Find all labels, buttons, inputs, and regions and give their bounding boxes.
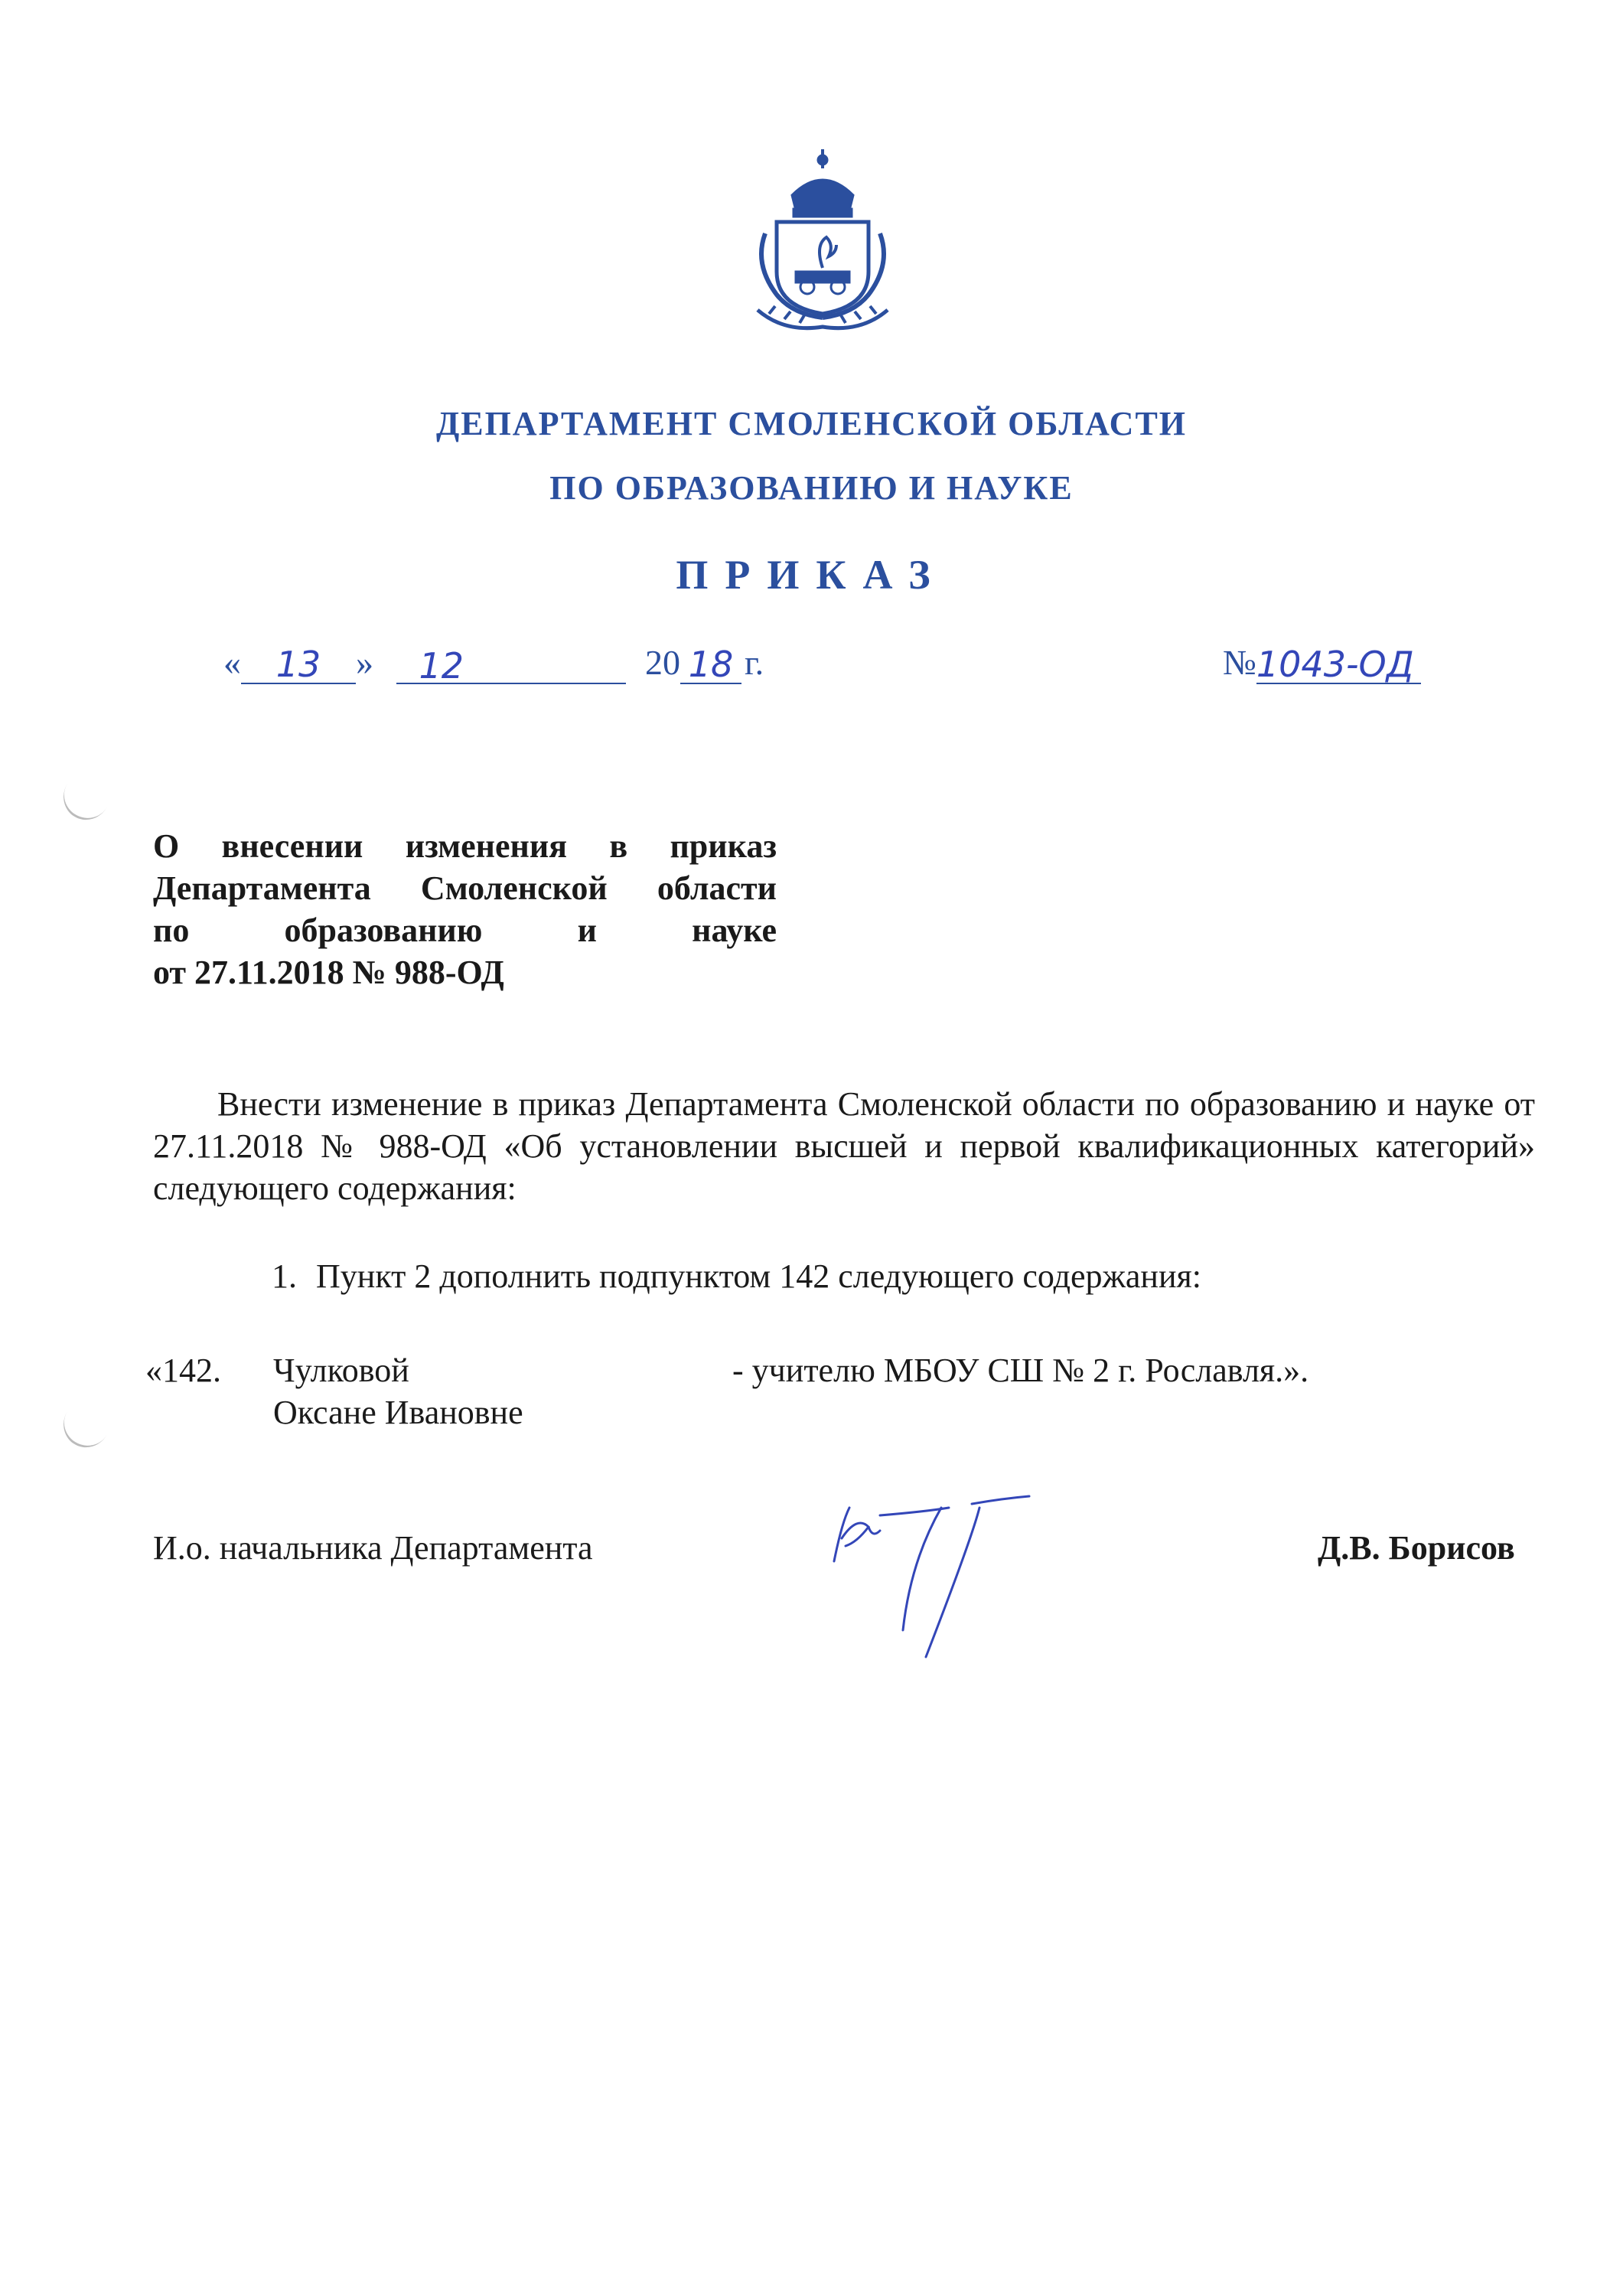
handwritten-signature — [826, 1492, 1056, 1668]
order-item — [272, 1255, 1201, 1297]
coat-of-arms-icon — [746, 149, 899, 333]
signatory-name: Д.В. Борисов — [1318, 1529, 1515, 1567]
date-close-quote: » — [356, 643, 373, 682]
department-name-line1: ДЕПАРТАМЕНТ СМОЛЕНСКОЙ ОБЛАСТИ — [435, 405, 1188, 442]
order-subject — [153, 825, 777, 993]
signatory-title: И.о. начальника Департамента — [153, 1529, 593, 1567]
date-year-mark: г. — [745, 643, 764, 682]
item-number: 1. — [272, 1257, 297, 1295]
item-text: Пункт 2 дополнить подпунктом 142 следующего содержания: — [316, 1257, 1201, 1295]
order-date — [223, 641, 764, 687]
subject-line: О внесении изменения в приказ — [153, 827, 777, 865]
entry-name — [273, 1349, 523, 1433]
order-number-prefix: № — [1223, 643, 1256, 682]
date-year-suffix: 18 — [680, 643, 741, 684]
order-number — [1223, 641, 1421, 684]
punch-hole-mark — [55, 764, 119, 829]
entry-name-line: Оксане Ивановне — [273, 1394, 523, 1431]
date-open-quote: « — [223, 643, 241, 682]
entry-number: «142. — [145, 1352, 221, 1389]
order-number-value: 1043-ОД — [1256, 643, 1421, 684]
punch-hole-mark — [55, 1391, 119, 1456]
entry-name-line: Чулковой — [273, 1352, 409, 1389]
subject-line: Департамента Смоленской области — [153, 869, 777, 907]
subject-line: по образованию и науке — [153, 912, 777, 949]
order-body-paragraph: Внести изменение в приказ Департамента Смоленской области по образованию и науке от 27.11.2018 № 988-ОД «Об установлении высшей и первой квалификационных категорий» следующего содержания: — [153, 1085, 1535, 1207]
date-day: 13 — [241, 643, 356, 684]
date-year-prefix: 20 — [645, 643, 680, 682]
subject-line: от 27.11.2018 № 988-ОД — [153, 954, 504, 991]
entry-position: - учителю МБОУ СШ № 2 г. Рославля.». — [732, 1352, 1309, 1389]
date-month: 12 — [396, 644, 626, 684]
department-name-line2: ПО ОБРАЗОВАНИЮ И НАУКЕ — [549, 469, 1074, 507]
order-title: ПРИКАЗ — [676, 552, 947, 598]
